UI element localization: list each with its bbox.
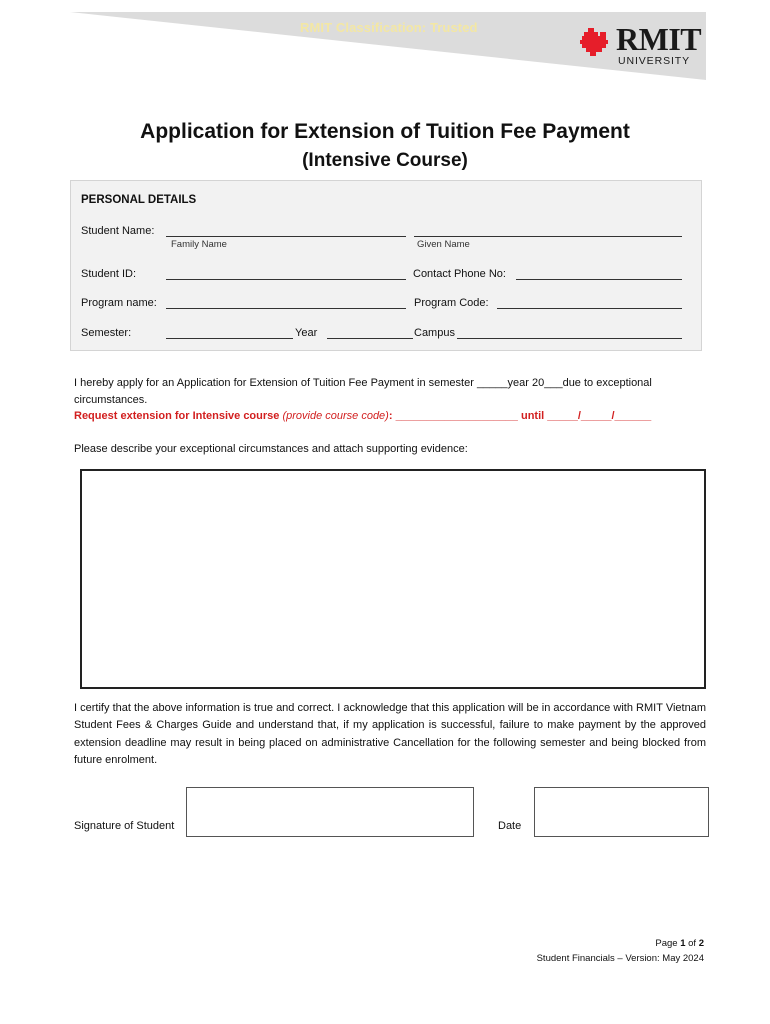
page-current: 1 [680,938,686,949]
intensive-course-request [74,410,651,422]
page-title: Application for Extension of Tuition Fee Payment [140,120,630,143]
page-prefix: Page [655,938,681,949]
personal-details-heading: PERSONAL DETAILS [81,194,197,206]
contact-phone-label: Contact Phone No: [413,268,506,280]
page-subtitle: (Intensive Course) [302,150,468,171]
student-name-label: Student Name: [81,225,155,237]
application-statement-line1: I hereby apply for an Application for Extension of Tuition Fee Payment in semester _____year 20___due to exceptional [74,377,652,389]
request-fill-text: : ____________________ until _____/_____/______ [388,410,652,422]
personal-details-section [70,180,702,351]
version-label: Student Financials – Version: May 2024 [536,953,704,964]
classification-label: RMIT Classification: Trusted [300,20,478,35]
semester-label: Semester: [81,327,132,339]
program-code-label: Program Code: [414,297,489,309]
year-field[interactable] [327,338,413,339]
student-id-field[interactable] [166,279,406,280]
page-number [655,938,704,949]
rmit-pixel-mark-icon [580,28,610,56]
contact-phone-field[interactable] [516,279,682,280]
date-field[interactable] [534,787,709,837]
application-statement-line2: circumstances. [74,394,148,406]
certification-paragraph: I certify that the above information is true and correct. I acknowledge that this application will be in accordance with RMIT Vietnam Student Fees & Charges Guide and understand that, if my application is successful, failure to make payment by the approved extension deadline may result in being placed on administrative Cancellation for the following semester and being blocked from future enrolment. [74,702,706,766]
signature-label: Signature of Student [74,820,175,832]
semester-field[interactable] [166,338,293,339]
family-name-sublabel: Family Name [171,239,227,250]
page-total: 2 [698,938,704,949]
page-of: of [685,938,699,949]
request-italic-text: (provide course code) [282,410,389,422]
family-name-field[interactable] [166,236,406,237]
student-id-label: Student ID: [81,268,137,280]
given-name-sublabel: Given Name [417,239,470,250]
program-name-label: Program name: [81,297,157,309]
logo-wordmark: RMIT [616,21,702,57]
given-name-field[interactable] [414,236,682,237]
program-code-field[interactable] [497,308,682,309]
signature-field[interactable] [186,787,474,837]
request-bold-text: Request extension for Intensive course [74,410,280,422]
rmit-logo [580,21,702,72]
logo-subtitle: UNIVERSITY [618,55,691,67]
describe-instruction: Please describe your exceptional circumstances and attach supporting evidence: [74,443,468,455]
campus-field[interactable] [457,338,682,339]
campus-label: Campus [414,327,455,339]
date-label: Date [498,820,522,832]
circumstances-textarea[interactable] [80,469,706,689]
program-name-field[interactable] [166,308,406,309]
year-label: Year [295,327,318,339]
